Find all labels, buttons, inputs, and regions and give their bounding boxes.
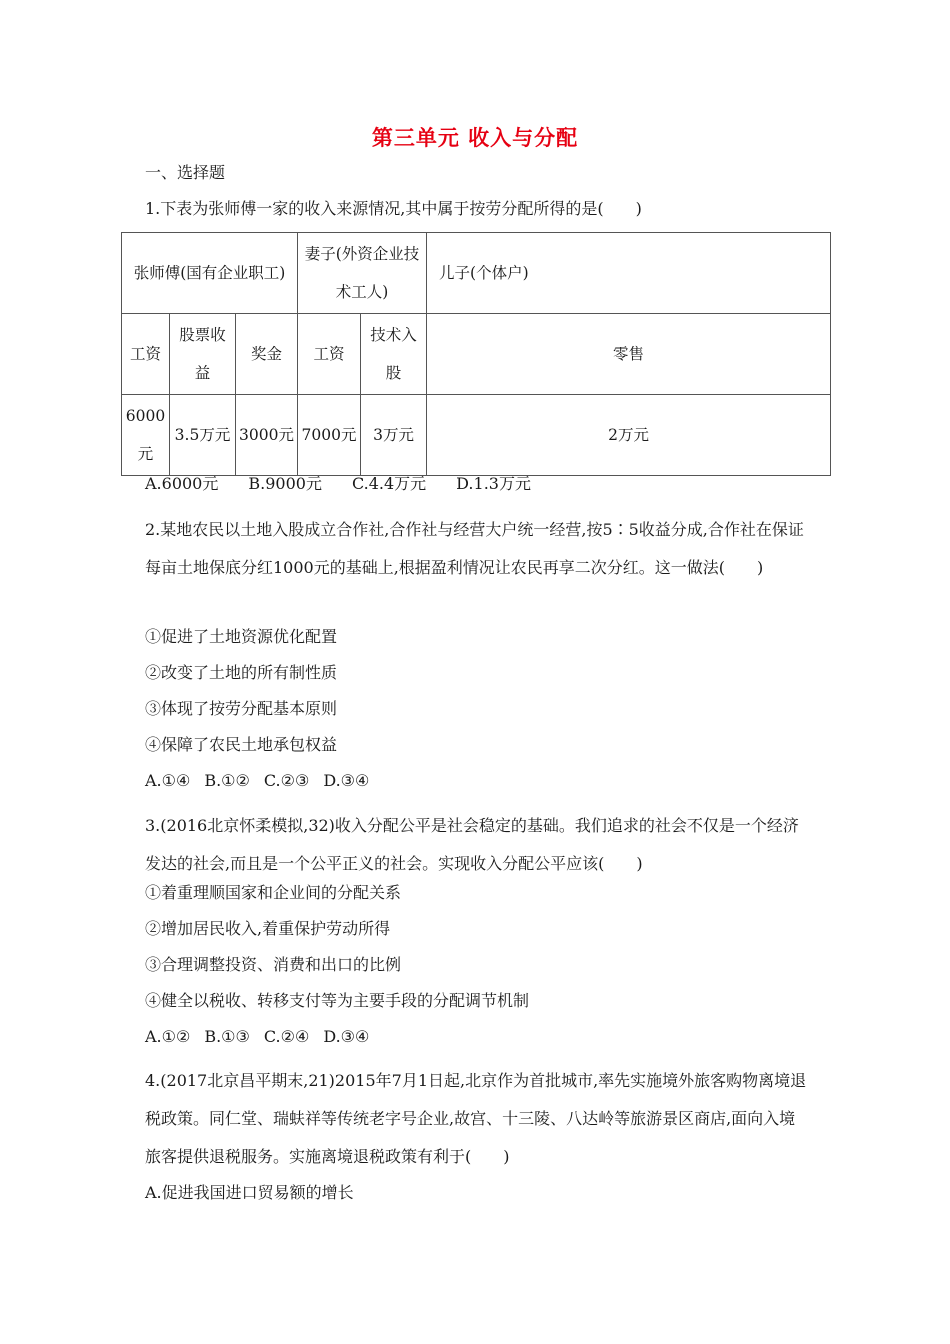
q4-stem: 4.(2017北京昌平期末,21)2015年7月1日起,北京作为首批城市,率先实施境外旅客购物离境退税政策。同仁堂、瑞蚨祥等传统老字号企业,故宫、十三陵、八达岭等旅游景区商店,面向入境旅客提供退税服务。实施离境退税政策有利于( ) [145,1071,807,1166]
q3-options [145,1027,383,1047]
table-cell: 奖金 [236,314,298,395]
q2-option: A.①④ [145,771,191,790]
table-cell: 7000元 [298,395,361,476]
q3-stem: 3.(2016北京怀柔模拟,32)收入分配公平是社会稳定的基础。我们追求的社会不仅是一个经济发达的社会,而且是一个公平正义的社会。实现收入分配公平应该( ) [145,816,799,873]
q2-option: D.③④ [323,771,370,790]
q2-item: ③体现了按劳分配基本原则 [145,699,338,718]
table-cell: 工资 [298,314,361,395]
table-cell: 工资 [122,314,170,395]
q3-item: ③合理调整投资、消费和出口的比例 [145,955,402,974]
q3-item: ①着重理顺国家和企业间的分配关系 [145,883,402,902]
q1-option: B.9000元 [248,474,322,493]
income-table [121,232,831,476]
q3-item: ④健全以税收、转移支付等为主要手段的分配调节机制 [145,991,530,1010]
q2-option: C.②③ [263,771,310,790]
page-title: 第三单元 收入与分配 [371,126,579,150]
q2-item: ②改变了土地的所有制性质 [145,663,338,682]
q2-item: ④保障了农民土地承包权益 [145,735,338,754]
q1-stem: 1.下表为张师傅一家的收入来源情况,其中属于按劳分配所得的是( ) [145,199,642,218]
section-heading: 一、选择题 [145,163,226,182]
table-head-wife: 妻子(外资企业技术工人) [298,233,427,314]
q4-option-a: A.促进我国进口贸易额的增长 [145,1183,354,1202]
q3-option: C.②④ [263,1027,310,1046]
q3-item: ②增加居民收入,着重保护劳动所得 [145,919,391,938]
table-cell: 3000元 [236,395,298,476]
q2-option: B.①② [204,771,250,790]
table-cell: 3万元 [361,395,427,476]
q3-option: D.③④ [323,1027,370,1046]
q1-option: A.6000元 [145,474,219,493]
table-head-zhang: 张师傅(国有企业职工) [122,233,298,314]
table-head-son: 儿子(个体户) [427,233,831,314]
q2-stem: 2.某地农民以土地入股成立合作社,合作社与经营大户统一经营,按5∶5收益分成,合作社在保证每亩土地保底分红1000元的基础上,根据盈利情况让农民再享二次分红。这一做法( ) [145,520,804,577]
q2-options [145,771,383,791]
q3-option: A.①② [145,1027,191,1046]
table-cell: 技术入股 [361,314,427,395]
q1-option: D.1.3万元 [456,474,531,493]
table-cell: 股票收益 [170,314,236,395]
table-cell: 6000元 [122,395,170,476]
q1-option: C.4.4万元 [351,474,427,493]
table-cell: 3.5万元 [170,395,236,476]
q3-option: B.①③ [204,1027,250,1046]
q2-item: ①促进了土地资源优化配置 [145,627,338,646]
q1-options [145,474,561,494]
table-cell: 零售 [427,314,831,395]
table-cell: 2万元 [427,395,831,476]
